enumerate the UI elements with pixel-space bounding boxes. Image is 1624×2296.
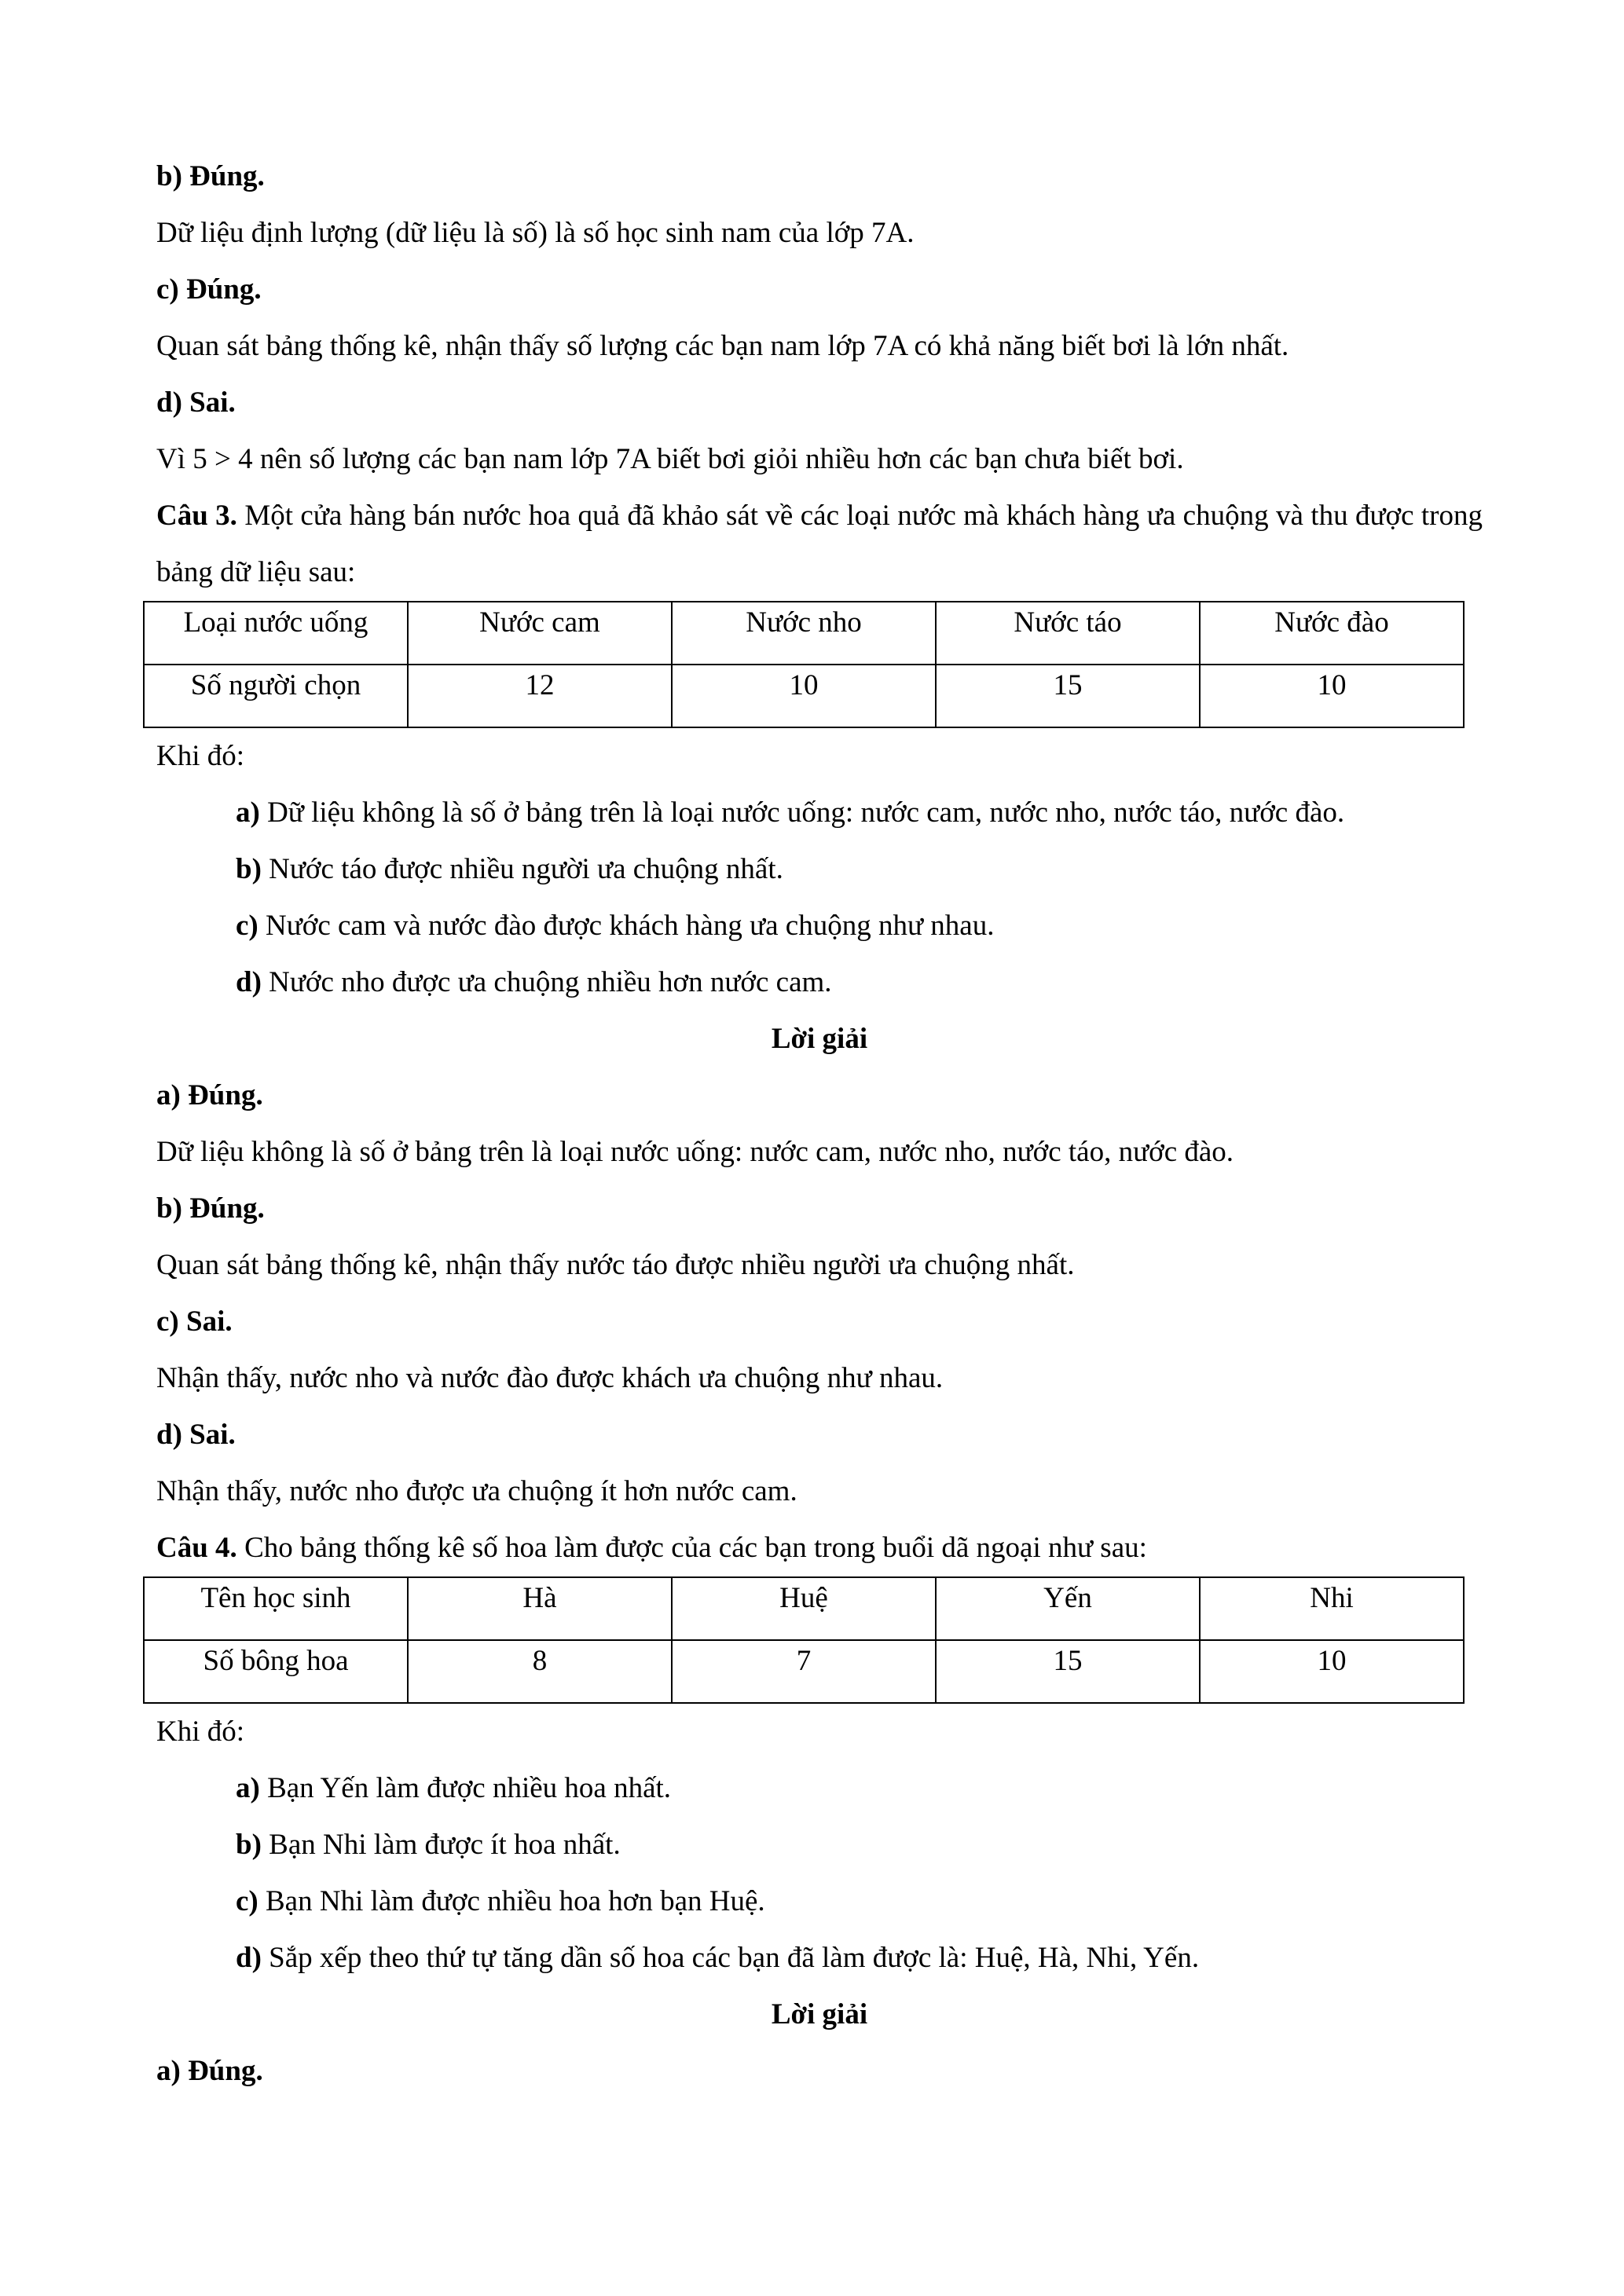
- prev-b-label: [156, 148, 1483, 205]
- option-text: Bạn Yến làm được nhiều hoa nhất.: [259, 1772, 672, 1804]
- table-cell: 12: [408, 665, 672, 727]
- q3-table: [143, 601, 1465, 728]
- option-label: d): [236, 1942, 262, 1974]
- q3-khi-do: Khi đó:: [156, 740, 245, 772]
- table-cell: Hà: [408, 1577, 672, 1640]
- q3-sol-c-label: [156, 1294, 1483, 1350]
- table-cell: Số người chọn: [144, 665, 408, 727]
- q3-option-d: [156, 954, 1483, 1011]
- option-text: Nước táo được nhiều người ưa chuộng nhất.: [261, 853, 783, 885]
- option-label: b): [236, 853, 262, 885]
- table-cell: Nước táo: [936, 602, 1200, 665]
- q3-sol-d-label: [156, 1407, 1483, 1463]
- option-text: Bạn Nhi làm được nhiều hoa hơn bạn Huệ.: [258, 1885, 765, 1917]
- q3-sol-a-text: Dữ liệu không là số ở bảng trên là loại nước uống: nước cam, nước nho, nước táo, nước đào.: [156, 1136, 1234, 1168]
- prev-c-label: [156, 262, 1483, 318]
- table-cell: 10: [1200, 665, 1464, 727]
- answer-label: b) Đúng.: [156, 160, 265, 192]
- solution-title: Lời giải: [771, 1023, 868, 1055]
- table-cell: 8: [408, 1640, 672, 1703]
- q3-option-c: [156, 898, 1483, 954]
- table-cell: Loại nước uống: [144, 602, 408, 665]
- q4-option-d: [156, 1930, 1483, 1987]
- option-text: Bạn Nhi làm được ít hoa nhất.: [261, 1829, 621, 1861]
- question-text: Một cửa hàng bán nước hoa quả đã khảo sát về các loại nước mà khách hàng ưa chuộng và thu được trong bảng dữ liệu sau:: [156, 500, 1483, 588]
- prev-c-text: Quan sát bảng thống kê, nhận thấy số lượng các bạn nam lớp 7A có khả năng biết bơi là lớn nhất.: [156, 330, 1289, 362]
- question-text: Cho bảng thống kê số hoa làm được của các bạn trong buổi dã ngoại như sau:: [236, 1532, 1147, 1564]
- answer-label: c) Sai.: [156, 1305, 233, 1338]
- table-cell: 15: [936, 1640, 1200, 1703]
- q4-option-c: [156, 1873, 1483, 1930]
- option-label: c): [236, 910, 258, 942]
- answer-label: a) Đúng.: [156, 2055, 263, 2087]
- q3-option-a: [156, 785, 1483, 841]
- table-row: [144, 665, 1464, 727]
- q3-solution-title: [156, 1011, 1483, 1067]
- table-cell: 7: [672, 1640, 936, 1703]
- table-row: [144, 602, 1464, 665]
- option-label: d): [236, 966, 262, 998]
- prev-d-label: [156, 375, 1483, 431]
- option-text: Sắp xếp theo thứ tự tăng dần số hoa các bạn đã làm được là: Huệ, Hà, Nhi, Yến.: [261, 1942, 1200, 1974]
- q3-sol-c-text: Nhận thấy, nước nho và nước đào được khách ưa chuộng như nhau.: [156, 1362, 944, 1394]
- prev-b-text: Dữ liệu định lượng (dữ liệu là số) là số học sinh nam của lớp 7A.: [156, 217, 915, 249]
- q3-question: [156, 488, 1483, 601]
- q4-option-a: [156, 1760, 1483, 1817]
- table-cell: Yến: [936, 1577, 1200, 1640]
- table-cell: Tên học sinh: [144, 1577, 408, 1640]
- q3-sol-b-text: Quan sát bảng thống kê, nhận thấy nước táo được nhiều người ưa chuộng nhất.: [156, 1249, 1075, 1281]
- table-cell: Huệ: [672, 1577, 936, 1640]
- table-cell: Nước nho: [672, 602, 936, 665]
- answer-label: d) Sai.: [156, 386, 236, 419]
- answer-label: d) Sai.: [156, 1419, 236, 1451]
- option-text: Nước cam và nước đào được khách hàng ưa chuộng như nhau.: [258, 910, 995, 942]
- option-text: Nước nho được ưa chuộng nhiều hơn nước cam.: [261, 966, 832, 998]
- solution-title: Lời giải: [771, 1998, 868, 2031]
- table-cell: Nước đào: [1200, 602, 1464, 665]
- table-cell: 10: [1200, 1640, 1464, 1703]
- table-row: [144, 1640, 1464, 1703]
- table-cell: Nước cam: [408, 602, 672, 665]
- prev-d-text: Vì 5 > 4 nên số lượng các bạn nam lớp 7A biết bơi giỏi nhiều hơn các bạn chưa biết bơi.: [156, 443, 1184, 475]
- table-row: [144, 1577, 1464, 1640]
- option-label: a): [236, 796, 260, 829]
- q4-question: [156, 1520, 1483, 1576]
- answer-label: b) Đúng.: [156, 1192, 265, 1225]
- option-text: Dữ liệu không là số ở bảng trên là loại nước uống: nước cam, nước nho, nước táo, nước đào.: [259, 796, 1345, 829]
- table-cell: Số bông hoa: [144, 1640, 408, 1703]
- q4-sol-a-label: [156, 2043, 1483, 2100]
- q4-khi-do: Khi đó:: [156, 1716, 245, 1748]
- answer-label: a) Đúng.: [156, 1079, 263, 1111]
- q4-solution-title: [156, 1987, 1483, 2043]
- question-label: Câu 4.: [156, 1532, 237, 1564]
- document-page: [156, 148, 1483, 2100]
- table-cell: 15: [936, 665, 1200, 727]
- option-label: a): [236, 1772, 260, 1804]
- option-label: c): [236, 1885, 258, 1917]
- q3-sol-b-label: [156, 1181, 1483, 1237]
- option-label: b): [236, 1829, 262, 1861]
- q3-option-b: [156, 841, 1483, 898]
- question-label: Câu 3.: [156, 500, 237, 532]
- answer-label: c) Đúng.: [156, 273, 262, 306]
- q4-option-b: [156, 1817, 1483, 1873]
- table-cell: Nhi: [1200, 1577, 1464, 1640]
- q3-sol-d-text: Nhận thấy, nước nho được ưa chuộng ít hơn nước cam.: [156, 1475, 797, 1507]
- q3-sol-a-label: [156, 1067, 1483, 1124]
- q4-table: [143, 1576, 1465, 1704]
- table-cell: 10: [672, 665, 936, 727]
